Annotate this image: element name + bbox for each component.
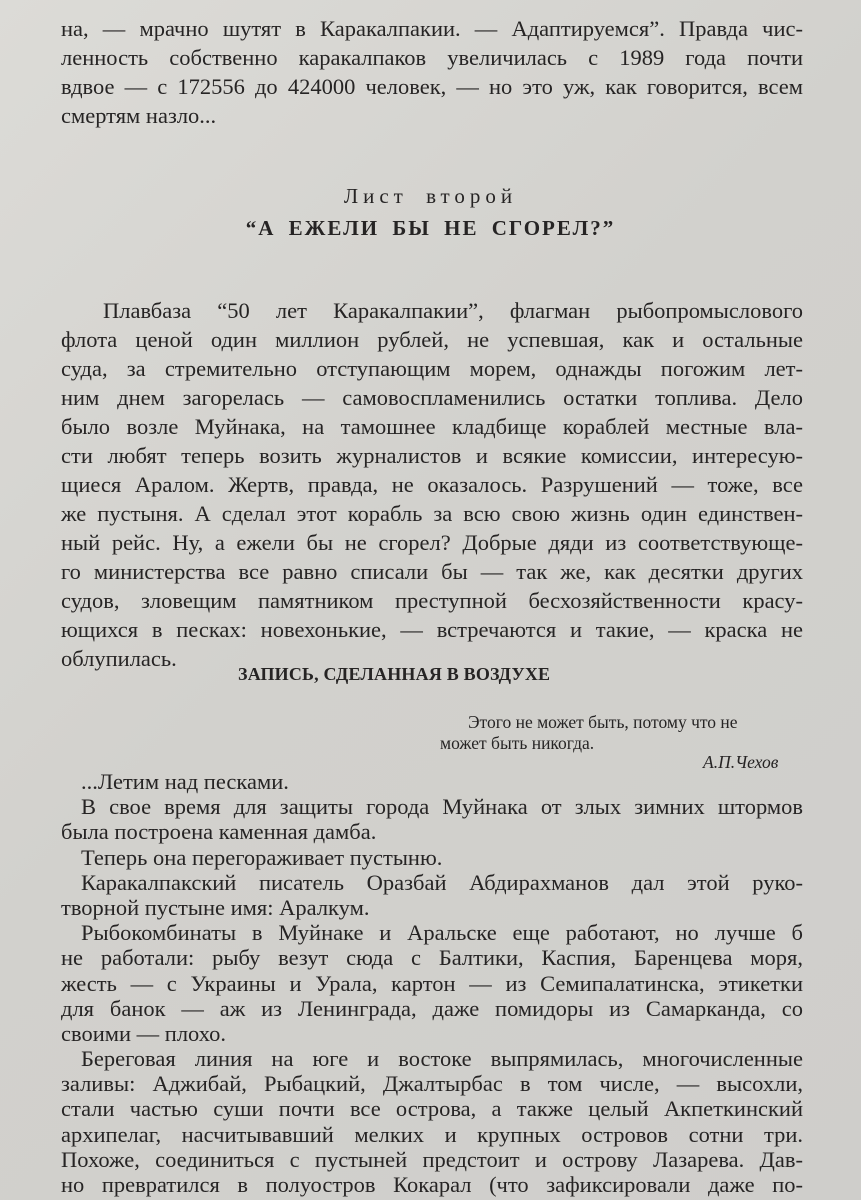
text-line: но превратился в полуостров Кокарал (что зафиксировали даже по- (61, 1172, 803, 1197)
epigraph-line: может быть никогда. (440, 733, 595, 753)
text-line: же пустыня. А сделал этот корабль за всю свою жизнь один единствен- (61, 501, 803, 526)
epigraph-line: Этого не может быть, потому что не (468, 712, 738, 732)
text-line: Плавбаза “50 лет Каракалпакии”, флагман рыбопромыслового (103, 298, 803, 323)
text-line: Теперь она перегораживает пустыню. (81, 845, 443, 870)
text-line: на, — мрачно шутят в Каракалпакии. — Адаптируемся”. Правда чис- (61, 16, 803, 41)
text-line: В свое время для защиты города Муйнака от злых зимних штормов (81, 794, 803, 819)
text-line: облупилась. (61, 646, 177, 671)
text-line: сти любят теперь возить журналистов и всякие комиссии, интересую- (61, 443, 803, 468)
text-line: была построена каменная дамба. (61, 819, 377, 844)
text-line: вдвое — с 172556 до 424000 человек, — но это уж, как говорится, всем (61, 74, 803, 99)
text-line: ющихся в песках: новехонькие, — встречаются и такие, — краска не (61, 617, 803, 642)
text-line: своими — плохо. (61, 1021, 227, 1046)
text-line: для банок — аж из Ленинграда, даже помидоры из Самарканда, со (61, 996, 803, 1021)
text-line: было возле Муйнака, на тамошнее кладбище кораблей местные вла- (61, 414, 803, 439)
text-line: го министерства все равно списали бы — так же, как десятки других (61, 559, 803, 584)
text-line: судов, зловещим памятником преступной бесхозяйственности красу- (61, 588, 803, 613)
text-line: Рыбокомбинаты в Муйнаке и Аральске еще работают, но лучше б (81, 920, 803, 945)
text-line: ленность собственно каракалпаков увеличилась с 1989 года почти (61, 45, 803, 70)
text-line: Береговая линия на юге и востоке выпрямилась, многочисленные (81, 1046, 803, 1071)
text-line: флота ценой один миллион рублей, не успевшая, как и остальные (61, 327, 803, 352)
section-title: Лист второй (343, 184, 518, 208)
text-line: стали частью суши почти все острова, а также целый Акпеткинский (61, 1096, 803, 1121)
text-line: архипелаг, насчитывавший мелких и крупных островов сотни три. (61, 1122, 803, 1147)
text-line: Каракалпакский писатель Оразбай Абдирахманов дал этой руко- (81, 870, 803, 895)
text-line: не работали: рыбу везут сюда с Балтики, Каспия, Баренцева моря, (61, 945, 803, 970)
text-line: щиеся Аралом. Жертв, правда, не оказалось. Разрушений — тоже, все (61, 472, 803, 497)
text-line: творной пустыне имя: Аралкум. (61, 895, 370, 920)
text-line: суда, за стремительно отступающим морем, однажды погожим лет- (61, 356, 803, 381)
record-heading: ЗАПИСЬ, СДЕЛАННАЯ В ВОЗДУХЕ (238, 664, 551, 684)
text-line: ный рейс. Ну, а ежели бы не сгорел? Добрые дяди из соответствующе- (61, 530, 803, 555)
text-line: Похоже, соединиться с пустыней предстоит и острову Лазарева. Дав- (61, 1147, 803, 1172)
epigraph-author: А.П.Чехов (703, 752, 779, 772)
text-line: смертям назло... (61, 103, 217, 128)
text-line: ним днем загорелась — самовоспламенились остатки топлива. Дело (61, 385, 803, 410)
text-line: жесть — с Украины и Урала, картон — из Семипалатинска, этикетки (61, 971, 803, 996)
text-line: заливы: Аджибай, Рыбацкий, Джалтырбас в том числе, — высохли, (61, 1071, 803, 1096)
section-subtitle: “А ЕЖЕЛИ БЫ НЕ СГОРЕЛ?” (245, 216, 616, 240)
text-line: ...Летим над песками. (81, 769, 289, 794)
